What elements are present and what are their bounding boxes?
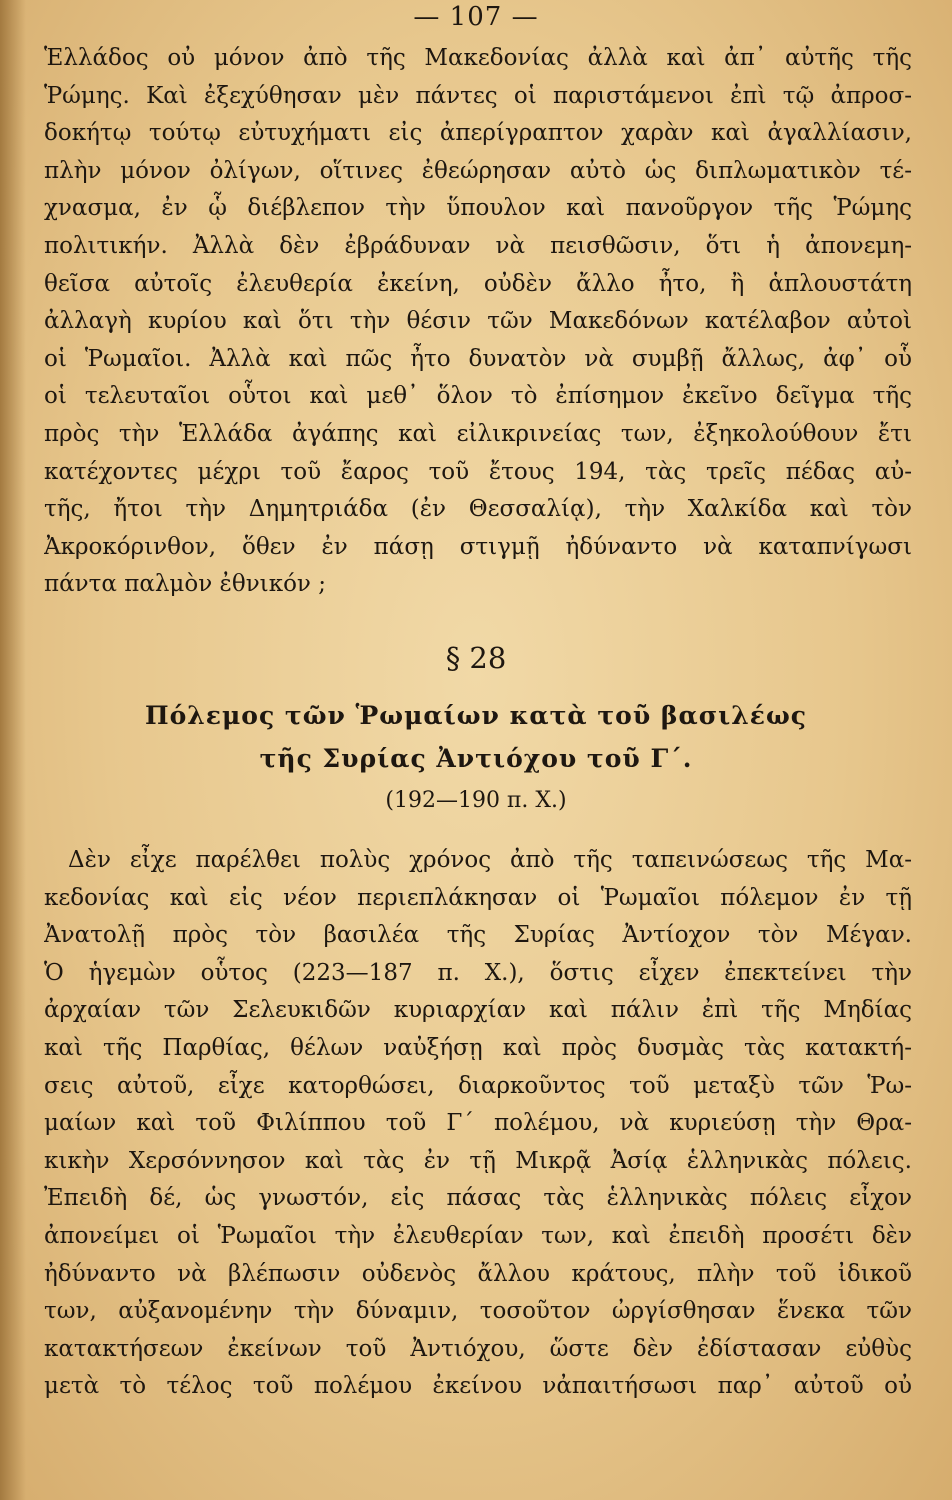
text-line: χνασμα, ἐν ᾧ διέβλεπον τὴν ὕπουλον καὶ πανοῦργον τῆς Ῥώμης	[44, 195, 912, 222]
section-number: § 28	[445, 641, 507, 675]
text-line: πλὴν μόνον ὀλίγων, οἵτινες ἐθεώρησαν αὐτὸ ὡς διπλωματικὸν τέ-	[44, 157, 912, 184]
chapter-heading-line-2: τῆς Συρίας Ἀντιόχου τοῦ Γ΄.	[259, 744, 693, 773]
text-line: των, αὐξανομένην τὴν δύναμιν, τοσοῦτον ὠργίσθησαν ἕνεκα τῶν	[44, 1298, 912, 1325]
text-line: οἱ Ῥωμαῖοι. Ἀλλὰ καὶ πῶς ἦτο δυνατὸν νὰ συμβῇ ἄλλως, ἀφ᾽ οὗ	[44, 345, 912, 372]
text-line: Ἐπειδὴ δέ, ὡς γνωστόν, εἰς πάσας τὰς ἑλληνικὰς πόλεις εἶχον	[44, 1185, 912, 1212]
text-line: κατακτήσεων ἐκείνων τοῦ Ἀντιόχου, ὥστε δὲν ἐδίστασαν εὐθὺς	[44, 1335, 912, 1362]
date-range: (192—190 π. Χ.)	[385, 788, 567, 813]
text-line: Ῥώμης. Καὶ ἐξεχύθησαν μὲν πάντες οἱ παριστάμενοι ἐπὶ τῷ ἀπροσ-	[44, 82, 912, 109]
text-line: πάντα παλμὸν ἐθνικόν ;	[44, 571, 326, 598]
text-line: τῆς, ἤτοι τὴν Δημητριάδα (ἐν Θεσσαλίᾳ), τὴν Χαλκίδα καὶ τὸν	[44, 496, 912, 523]
text-line: μετὰ τὸ τέλος τοῦ πολέμου ἐκείνου νἀπαιτήσωσι παρ᾽ αὐτοῦ οὐ	[44, 1373, 912, 1400]
text-line: Δὲν εἶχε παρέλθει πολὺς χρόνος ἀπὸ τῆς ταπεινώσεως τῆς Μα-	[68, 847, 912, 873]
text-line: ἀπονείμει οἱ Ῥωμαῖοι τὴν ἐλευθερίαν των, καὶ ἐπειδὴ προσέτι δὲν	[44, 1222, 912, 1249]
text-line: δοκήτῳ τούτῳ εὐτυχήματι εἰς ἀπερίγραπτον χαρὰν καὶ ἀγαλλίασιν,	[44, 120, 912, 147]
text-line: σεις αὐτοῦ, εἶχε κατορθώσει, διαρκοῦντος τοῦ μεταξὺ τῶν Ῥω-	[44, 1072, 912, 1099]
paragraph-2	[44, 842, 912, 1406]
text-line: Ἀνατολῇ πρὸς τὸν βασιλέα τῆς Συρίας Ἀντίοχον τὸν Μέγαν.	[44, 922, 912, 949]
page-number: — 107 —	[413, 2, 539, 32]
text-line: κικὴν Χερσόννησον καὶ τὰς ἐν τῇ Μικρᾷ Ἀσίᾳ ἑλληνικὰς πόλεις.	[44, 1147, 912, 1174]
text-line: καὶ τῆς Παρθίας, θέλων ναὐξήσῃ καὶ πρὸς δυσμὰς τὰς κατακτή-	[44, 1034, 912, 1061]
text-line: μαίων καὶ τοῦ Φιλίππου τοῦ Γ΄ πολέμου, νὰ κυριεύσῃ τὴν Θρα-	[44, 1110, 912, 1137]
text-line: θεῖσα αὐτοῖς ἐλευθερία ἐκείνη, οὐδὲν ἄλλο ἦτο, ἢ ἁπλουστάτη	[44, 270, 912, 297]
text-line: κεδονίας καὶ εἰς νέον περιεπλάκησαν οἱ Ῥωμαῖοι πόλεμον ἐν τῇ	[44, 884, 912, 911]
text-line: κατέχοντες μέχρι τοῦ ἔαρος τοῦ ἔτους 194, τὰς τρεῖς πέδας αὐ-	[44, 458, 912, 485]
paragraph-1	[44, 40, 912, 604]
text-line: πολιτικήν. Ἀλλὰ δὲν ἐβράδυναν νὰ πεισθῶσιν, ὅτι ἡ ἀπονεμη-	[44, 232, 912, 259]
chapter-heading-line-1: Πόλεμος τῶν Ῥωμαίων κατὰ τοῦ βασιλέως	[144, 701, 808, 730]
text-line: πρὸς τὴν Ἑλλάδα ἀγάπης καὶ εἰλικρινείας των, ἐξηκολούθουν ἔτι	[44, 420, 912, 447]
text-line: Ὁ ἡγεμὼν οὗτος (223—187 π. Χ.), ὅστις εἶχεν ἐπεκτείνει τὴν	[44, 959, 912, 986]
text-line: ἠδύναντο νὰ βλέπωσιν οὐδενὸς ἄλλου κράτους, πλὴν τοῦ ἰδικοῦ	[44, 1260, 912, 1287]
text-line: οἱ τελευταῖοι οὗτοι καὶ μεθ᾽ ὅλον τὸ ἐπίσημον ἐκεῖνο δεῖγμα τῆς	[44, 383, 912, 410]
text-line: Ἀκροκόρινθον, ὅθεν ἐν πάσῃ στιγμῇ ἠδύναντο νὰ καταπνίγωσι	[44, 533, 912, 560]
text-line: ἀλλαγὴ κυρίου καὶ ὅτι τὴν θέσιν τῶν Μακεδόνων κατέλαβον αὐτοὶ	[44, 308, 912, 335]
text-line: ἀρχαίαν τῶν Σελευκιδῶν κυριαρχίαν καὶ πάλιν ἐπὶ τῆς Μηδίας	[44, 997, 912, 1024]
text-line: Ἑλλάδος οὐ μόνον ἀπὸ τῆς Μακεδονίας ἀλλὰ καὶ ἀπ᾽ αὐτῆς τῆς	[44, 45, 912, 71]
